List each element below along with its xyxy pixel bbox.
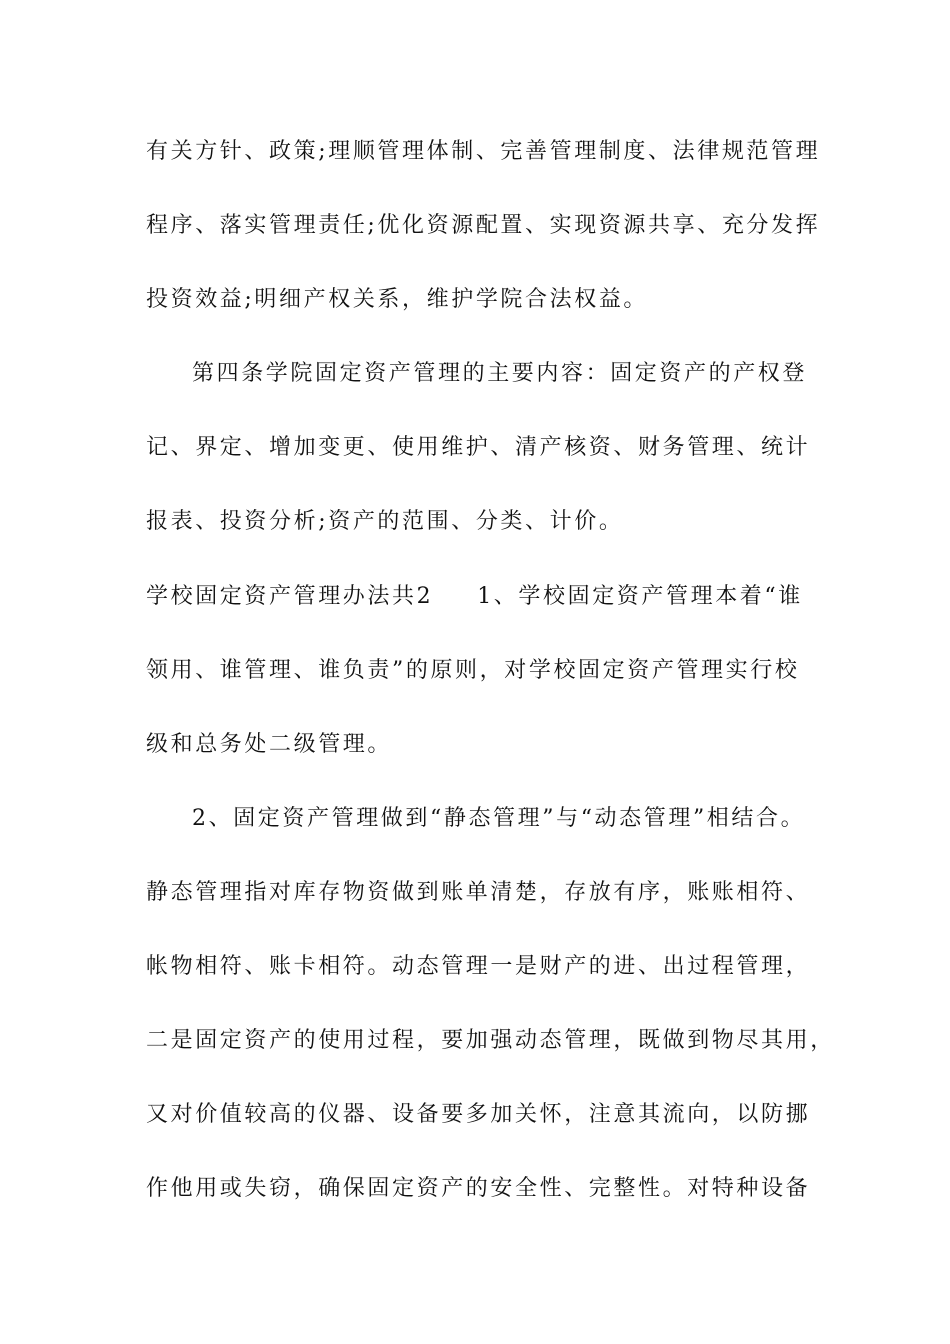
text-line: 领用、谁管理、谁负责”的原则，对学校固定资产管理实行校 (146, 658, 800, 683)
paragraph-first-line: 2、固定资产管理做到“静态管理”与“动态管理”相结合。 (192, 806, 806, 831)
paragraph-first-line: 第四条学院固定资产管理的主要内容：固定资产的产权登 (192, 361, 808, 386)
text-segment: 1、学校固定资产管理本着“谁 (477, 584, 803, 609)
text-line: 作他用或失窃，确保固定资产的安全性、完整性。对特种设备 (146, 1176, 811, 1201)
text-line: 静态管理指对库存物资做到账单清楚，存放有序，账账相符、 (146, 880, 811, 905)
section-heading: 学校固定资产管理办法共2 (146, 584, 434, 609)
text-line: 级和总务处二级管理。 (146, 732, 393, 757)
text-line: 帐物相符、账卡相符。动态管理一是财产的进、出过程管理， (146, 954, 811, 979)
text-line: 二是固定资产的使用过程，要加强动态管理，既做到物尽其用， (146, 1028, 835, 1053)
text-line: 投资效益;明细产权关系，维护学院合法权益。 (146, 287, 649, 312)
text-line: 有关方针、政策;理顺管理体制、完善管理制度、法律规范管理 (146, 139, 821, 164)
heading-line (146, 582, 803, 612)
text-line: 程序、落实管理责任;优化资源配置、实现资源共享、充分发挥 (146, 213, 821, 238)
text-line: 记、界定、增加变更、使用维护、清产核资、财务管理、统计 (146, 435, 811, 460)
text-line: 报表、投资分析;资产的范围、分类、计价。 (146, 509, 624, 534)
text-line: 又对价值较高的仪器、设备要多加关怀，注意其流向，以防挪 (146, 1102, 811, 1127)
